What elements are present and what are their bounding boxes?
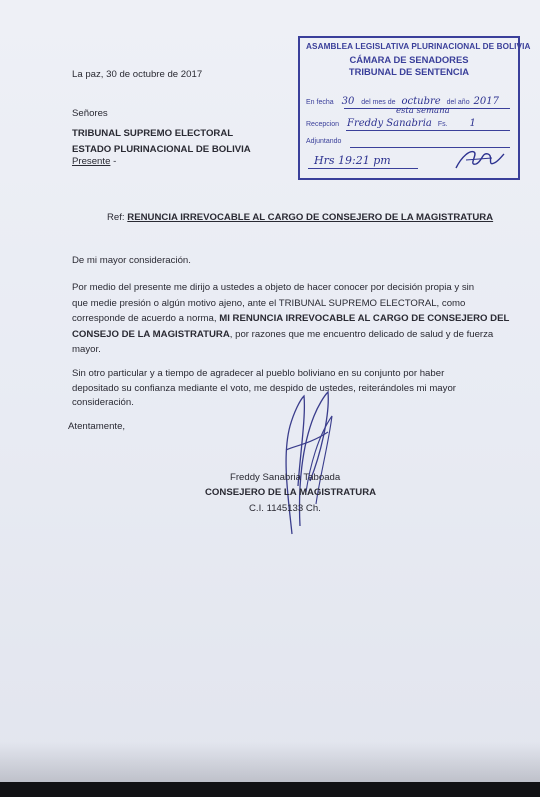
p1-line-3 xyxy=(72,313,509,325)
p1-tail: , por razones que me encuentro delicado de salud y de fuerza xyxy=(229,329,494,340)
ref-label: Ref: xyxy=(107,212,125,223)
p1-bold-b: CONSEJO DE LA MAGISTRATURA xyxy=(72,329,230,340)
stamp-fecha-label: En fecha xyxy=(306,99,334,106)
stamp-initials-icon xyxy=(452,146,508,174)
closing: Atentamente, xyxy=(68,421,126,432)
addressee-line-2: ESTADO PLURINACIONAL DE BOLIVIA xyxy=(72,144,251,155)
stamp-fecha-day: 30 xyxy=(341,96,355,107)
p2-line-2: depositado su confianza mediante el voto, me despido de ustedes, reiterándoles mi mayor xyxy=(72,383,456,394)
background-surface xyxy=(0,782,540,797)
p1-line-1: Por medio del presente me dirijo a ustedes a objeto de hacer conocer por decisión propia y sin xyxy=(72,282,475,293)
stamp-chamber: CÁMARA DE SENADORES xyxy=(349,54,469,65)
salutation: Señores xyxy=(72,108,108,119)
stamp-mes-value: octubre xyxy=(401,96,441,107)
stamp-fs-value: 1 xyxy=(469,118,476,129)
greeting: De mi mayor consideración. xyxy=(72,255,191,266)
stamp-mes-label: del mes de xyxy=(361,99,396,106)
stamp-recepcion-label: Recepcion xyxy=(306,121,340,128)
presente-dash: - xyxy=(113,156,117,167)
stamp-institution: ASAMBLEA LEGISLATIVA PLURINACIONAL DE BOLIVIA xyxy=(306,42,531,51)
p1-bold-a: MI RENUNCIA IRREVOCABLE AL CARGO DE CONSEJERO DEL xyxy=(219,313,510,324)
stamp-hora-underline xyxy=(308,168,418,169)
stamp-adjuntando-label: Adjuntando xyxy=(306,138,342,145)
p1-line-3-start: corresponde de acuerdo a norma, xyxy=(72,313,217,324)
presente-label: Presente xyxy=(72,156,111,167)
ref-line xyxy=(107,212,493,224)
stamp-recepcion-underline xyxy=(346,130,510,131)
p2-line-1: Sin otro particular y a tiempo de agradecer al pueblo boliviano en su conjunto por haber xyxy=(72,368,445,379)
stamp-ano-value: 2017 xyxy=(473,96,499,107)
stamp-handwritten-note: esta semana xyxy=(396,106,450,116)
date-line: La paz, 30 de octubre de 2017 xyxy=(72,69,203,80)
signer-id: C.I. 1145133 Ch. xyxy=(249,503,321,514)
reception-stamp xyxy=(298,36,531,180)
addressee-line-1: TRIBUNAL SUPREMO ELECTORAL xyxy=(72,128,234,139)
stamp-ano-label: del año xyxy=(446,99,470,106)
stamp-fs-label: Fs. xyxy=(437,121,448,128)
ref-subject: RENUNCIA IRREVOCABLE AL CARGO DE CONSEJERO DE LA MAGISTRATURA xyxy=(127,212,494,223)
stamp-recepcion-value: Freddy Sanabria xyxy=(347,118,432,129)
p1-line-4 xyxy=(72,329,493,341)
signer-name: Freddy Sanabria Taboada xyxy=(230,472,341,483)
p1-line-5: mayor. xyxy=(72,344,101,355)
presente-line xyxy=(72,156,116,168)
signer-title: CONSEJERO DE LA MAGISTRATURA xyxy=(205,487,377,498)
stamp-hora-value: Hrs 19:21 pm xyxy=(314,154,391,167)
p2-line-3: consideración. xyxy=(72,397,134,408)
stamp-recepcion-row xyxy=(306,118,476,129)
stamp-tribunal: TRIBUNAL DE SENTENCIA xyxy=(348,66,470,77)
p1-line-2: que medie presión o algún motivo ajeno, ante el TRIBUNAL SUPREMO ELECTORAL, como xyxy=(72,298,466,309)
